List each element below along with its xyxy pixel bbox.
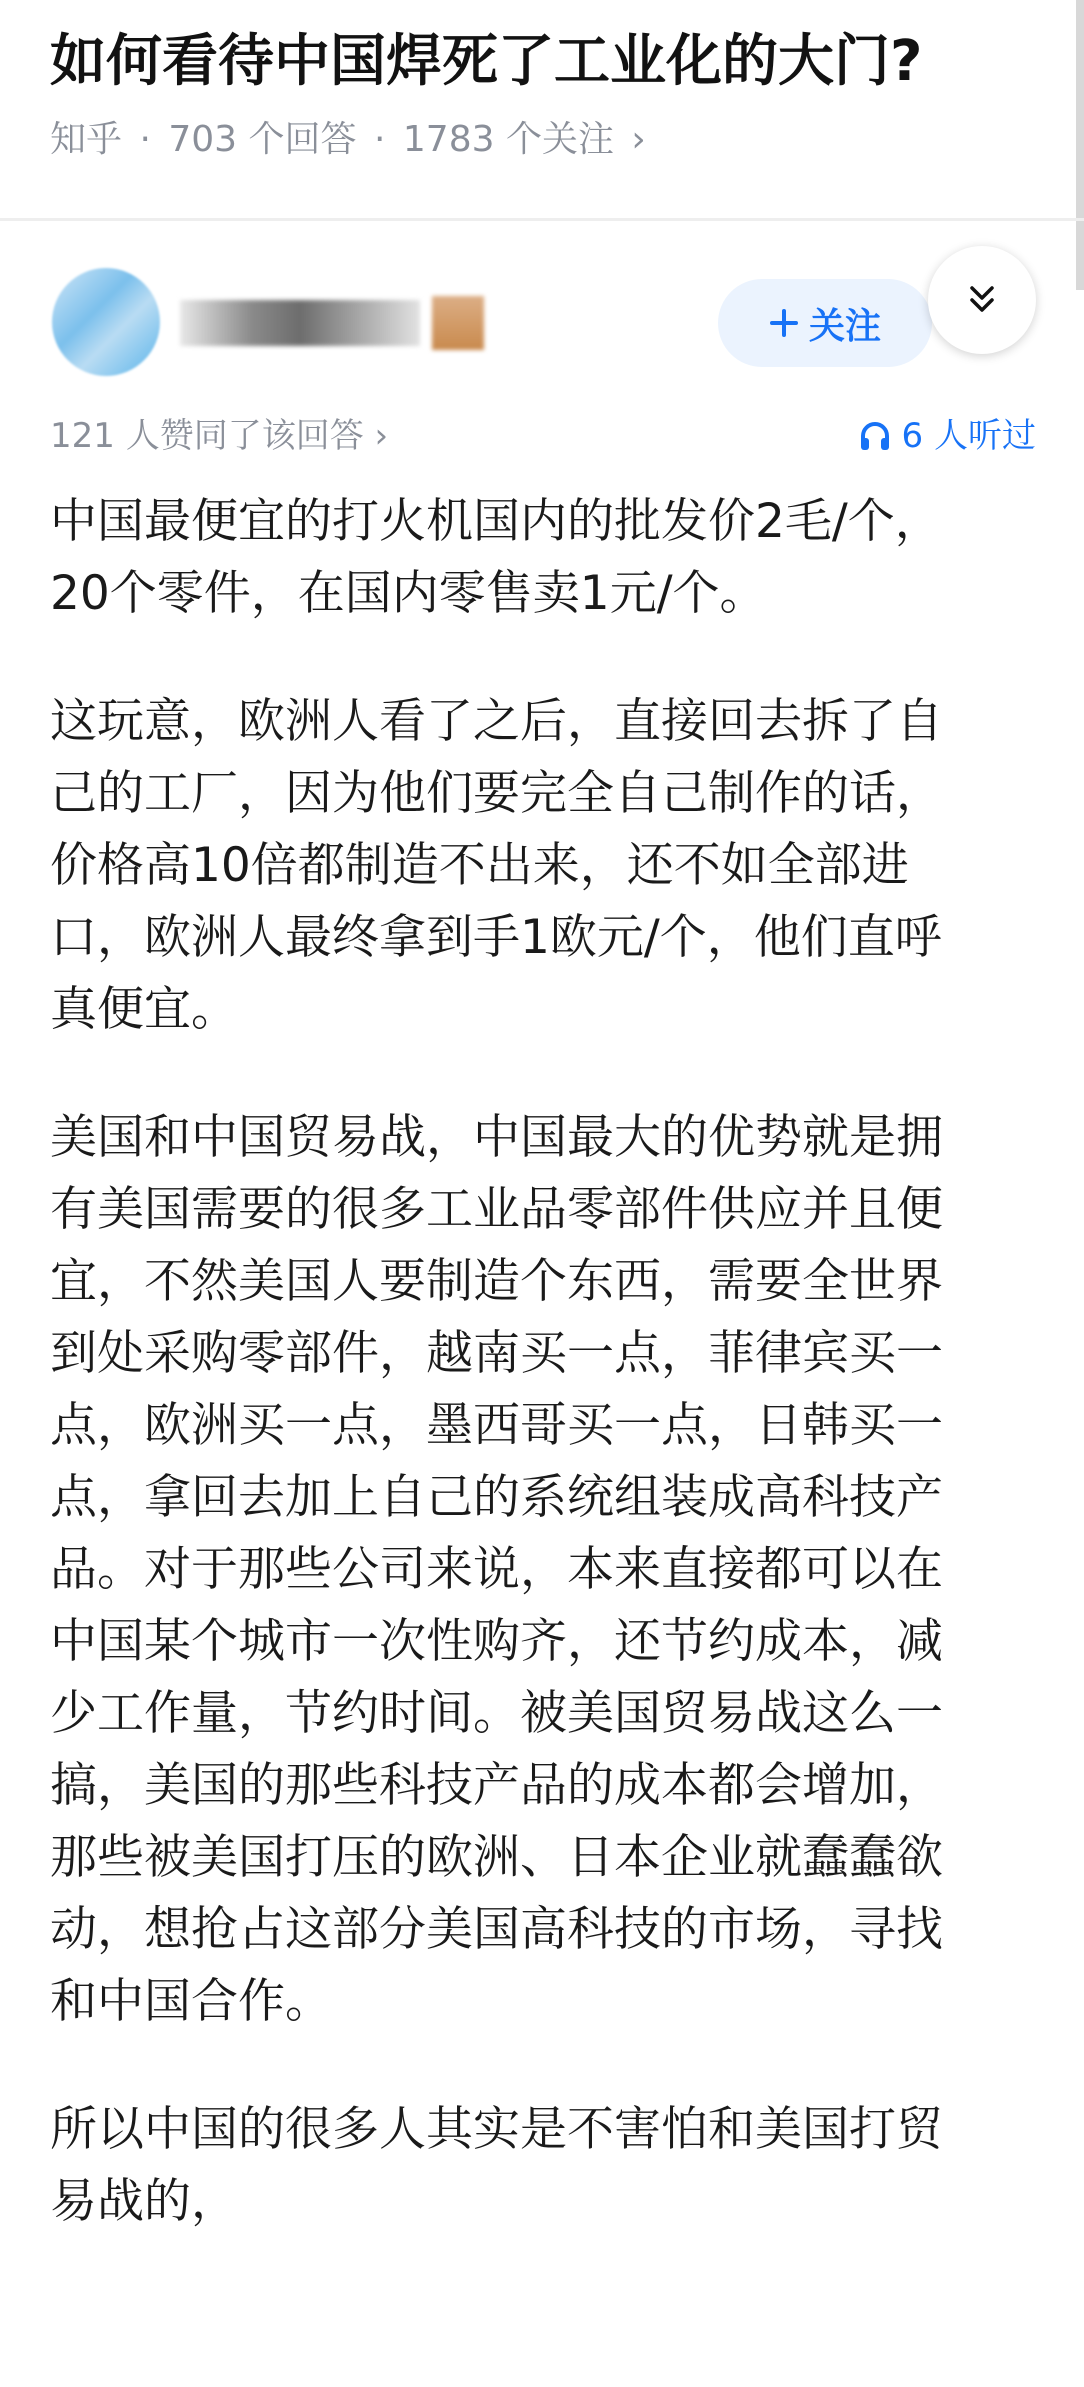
paragraph-line: 品。对于那些公司来说，本来直接都可以在 [50, 1542, 943, 1597]
plus-icon [769, 308, 799, 338]
follow-label: 关注 [808, 304, 881, 346]
follower-count: 1783 个关注 [402, 119, 614, 160]
author-name-blurred[interactable] [180, 300, 420, 346]
paragraph-line: 有美国需要的很多工业品零部件供应并且便 [50, 1182, 943, 1237]
paragraph-line: 己的工厂，因为他们要完全自己制作的话， [50, 766, 943, 821]
paragraph-line: 20个零件，在国内零售卖1元/个。 [50, 566, 767, 621]
follow-button[interactable] [718, 279, 932, 367]
paragraph-line: 美国和中国贸易战，中国最大的优势就是拥 [50, 1110, 943, 1165]
avatar[interactable] [52, 268, 160, 376]
listen-count[interactable] [858, 410, 1036, 462]
paragraph-line: 动，想抢占这部分美国高科技的市场，寻找 [50, 1902, 943, 1957]
separator: · [139, 119, 151, 160]
separator: · [374, 119, 386, 160]
paragraph-line: 少工作量，节约时间。被美国贸易战这么一 [50, 1686, 943, 1741]
double-chevron-down-icon [962, 280, 1002, 320]
paragraph-line: 那些被美国打压的欧洲、日本企业就蠢蠢欲 [50, 1830, 943, 1885]
paragraph-line: 口，欧洲人最终拿到手1欧元/个，他们直呼 [50, 910, 942, 965]
paragraph-line: 这玩意，欧洲人看了之后，直接回去拆了自 [50, 694, 943, 749]
collapse-button[interactable] [928, 246, 1036, 354]
scrollbar[interactable] [1076, 0, 1084, 290]
paragraph-line: 到处采购零部件，越南买一点，菲律宾买一 [50, 1326, 943, 1381]
listen-text: 6 人听过 [901, 416, 1036, 456]
paragraph-line: 搞，美国的那些科技产品的成本都会增加， [50, 1758, 943, 1813]
source-label: 知乎 [50, 119, 123, 160]
author-badge-blurred [432, 296, 484, 350]
answer-paragraph [50, 486, 1040, 630]
paragraph-line: 中国某个城市一次性购齐，还节约成本，减 [50, 1614, 943, 1669]
question-title[interactable]: 如何看待中国焊死了工业化的大门? [50, 29, 923, 94]
paragraph-line: 和中国合作。 [50, 1974, 332, 2029]
answer-content [50, 486, 1040, 2294]
paragraph-line: 中国最便宜的打火机国内的批发价2毛/个， [50, 494, 942, 549]
paragraph-line: 易战的， [50, 2174, 238, 2229]
paragraph-line: 点，拿回去加上自己的系统组装成高科技产 [50, 1470, 943, 1525]
paragraph-line: 宜，不然美国人要制造个东西，需要全世界 [50, 1254, 943, 1309]
answer-paragraph [50, 1102, 1040, 2038]
likes-text: 121 人赞同了该回答 [50, 416, 364, 456]
paragraph-line: 真便宜。 [50, 982, 238, 1037]
paragraph-line: 所以中国的很多人其实是不害怕和美国打贸 [50, 2102, 943, 2157]
chevron-right-icon: › [631, 119, 646, 160]
likes-summary[interactable] [50, 410, 388, 462]
chevron-right-icon: › [374, 416, 389, 456]
divider [0, 218, 1084, 221]
answer-paragraph [50, 2094, 1040, 2238]
answer-paragraph [50, 686, 1040, 1046]
headphones-icon [858, 419, 892, 453]
answer-count: 703 个回答 [168, 119, 357, 160]
paragraph-line: 价格高10倍都制造不出来，还不如全部进 [50, 838, 909, 893]
paragraph-line: 点，欧洲买一点，墨西哥买一点，日韩买一 [50, 1398, 943, 1453]
question-meta[interactable] [50, 114, 652, 166]
